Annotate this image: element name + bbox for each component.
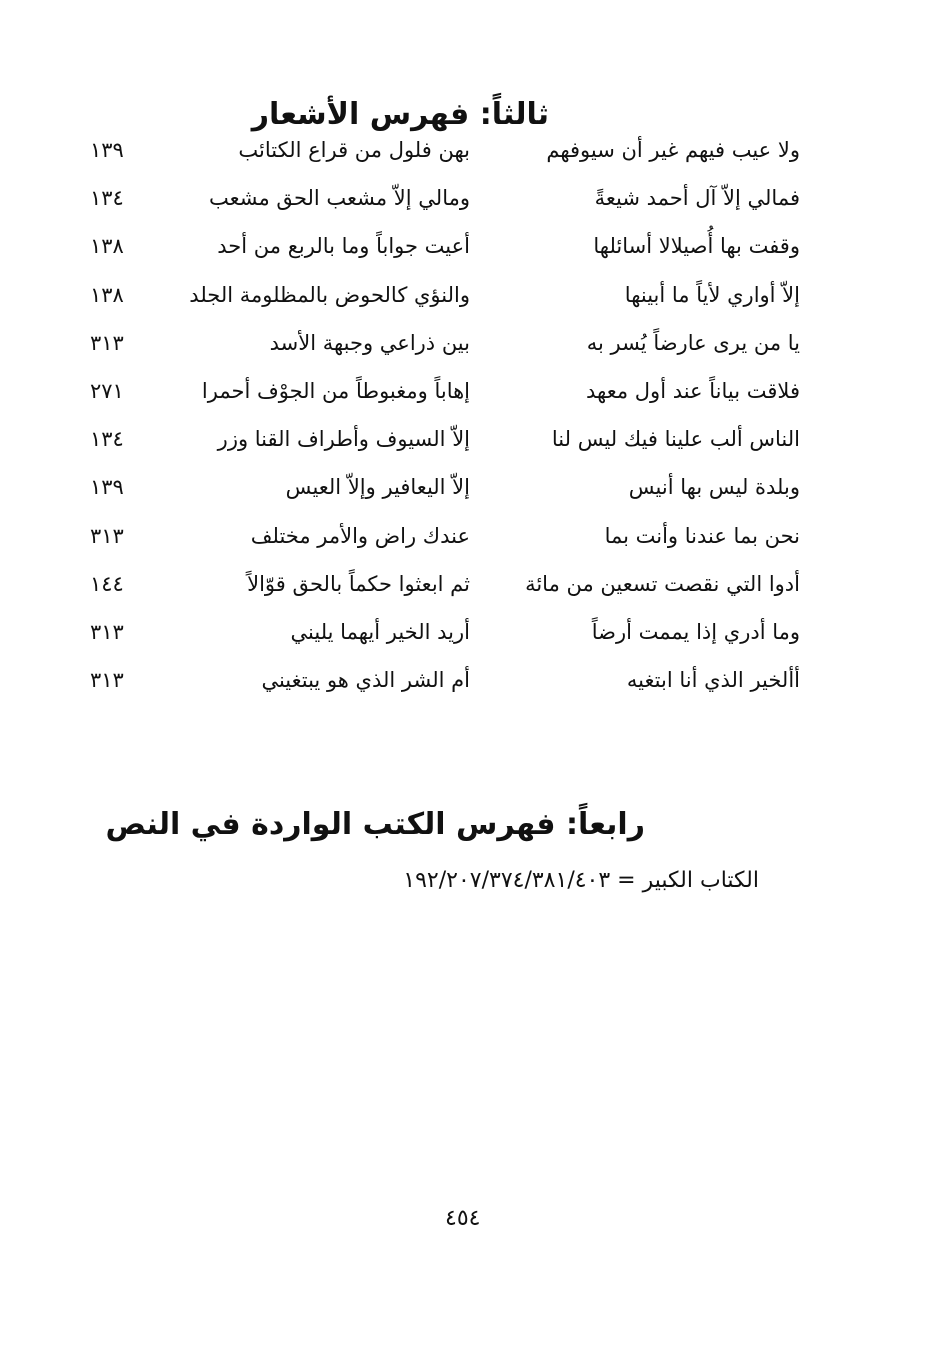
verse-first-hemistich: فمالي إلاّ آل أحمد شيعةً: [594, 186, 800, 211]
verse-second-hemistich: أعيت جواباً وما بالربع من أحد: [217, 234, 470, 259]
verse-second-hemistich: بهن فلول من قراع الكتائب: [238, 138, 470, 162]
verse-page-reference: ٢٧١: [90, 378, 124, 403]
verse-row: [90, 564, 810, 612]
verse-page-reference: ٣١٣: [90, 668, 124, 693]
verse-page-reference: ١٣٤: [90, 427, 124, 452]
verse-page-reference: ١٣٩: [90, 475, 124, 500]
verse-second-hemistich: إهاباً ومغبوطاً من الجوْف أحمرا: [201, 378, 470, 403]
verse-first-hemistich: أألخير الذي أنا ابتغيه: [626, 668, 800, 693]
verse-row: [90, 275, 810, 323]
poetry-index-heading: ثالثاً: فهرس الأشعار: [251, 96, 549, 132]
verse-second-hemistich: أم الشر الذي هو يبتغيني: [261, 668, 470, 693]
verse-row: [90, 323, 810, 371]
verse-second-hemistich: عندك راض والأمر مختلف: [250, 523, 470, 548]
verse-page-reference: ١٣٩: [90, 138, 124, 162]
verse-second-hemistich: إلاّ السيوف وأطراف القنا وزر: [217, 427, 470, 452]
verse-row: [90, 516, 810, 564]
verse-first-hemistich: نحن بما عندنا وأنت بما: [604, 523, 800, 548]
verse-first-hemistich: وما أدري إذا يممت أرضاً: [591, 619, 800, 644]
verse-row: [90, 612, 810, 660]
verse-first-hemistich: وبلدة ليس بها أنيس: [628, 475, 800, 500]
verse-first-hemistich: يا من يرى عارضاً يُسر به: [586, 330, 800, 355]
verse-page-reference: ١٣٨: [90, 234, 124, 259]
verse-first-hemistich: أدوا التي نقصت تسعين من مائة: [525, 571, 800, 596]
verse-second-hemistich: أريد الخير أيهما يليني: [290, 619, 470, 644]
verse-second-hemistich: ومالي إلاّ مشعب الحق مشعب: [209, 186, 470, 211]
verse-row: [90, 130, 810, 178]
verse-first-hemistich: ولا عيب فيهم غير أن سيوفهم: [546, 138, 800, 162]
verse-row: [90, 226, 810, 274]
verse-page-reference: ١٣٨: [90, 282, 124, 307]
verse-page-reference: ٣١٣: [90, 330, 124, 355]
verse-row: [90, 178, 810, 226]
verse-second-hemistich: ثم ابعثوا حكماً بالحق قوّالاً: [247, 571, 470, 596]
books-index-heading: رابعاً: فهرس الكتب الواردة في النص: [105, 806, 645, 842]
verse-row: [90, 467, 810, 515]
verse-first-hemistich: وقفت بها أُصيلالا أسائلها: [593, 234, 800, 259]
verse-page-reference: ٣١٣: [90, 619, 124, 644]
verse-row: [90, 660, 810, 708]
verse-page-reference: ١٣٤: [90, 186, 124, 211]
verse-page-reference: ٣١٣: [90, 523, 124, 548]
verse-second-hemistich: إلاّ اليعافير وإلاّ العيس: [285, 475, 470, 500]
page-number: ٤٥٤: [445, 1206, 481, 1231]
poetry-index-list: [90, 130, 810, 708]
verse-second-hemistich: والنؤي كالحوض بالمظلومة الجلد: [189, 282, 470, 307]
verse-first-hemistich: إلاّ أواري لأياً ما أبينها: [624, 282, 800, 307]
verse-row: [90, 419, 810, 467]
verse-first-hemistich: الناس ألب علينا فيك ليس لنا: [551, 427, 800, 452]
verse-second-hemistich: بين ذراعي وجبهة الأسد: [269, 330, 470, 355]
verse-first-hemistich: فلاقت بياناً عند أول معهد: [586, 378, 800, 403]
verse-row: [90, 371, 810, 419]
book-entry: الكتاب الكبير = ١٩٢/٢٠٧/٣٧٤/٣٨١/٤٠٣: [403, 868, 759, 893]
verse-page-reference: ١٤٤: [90, 571, 124, 596]
